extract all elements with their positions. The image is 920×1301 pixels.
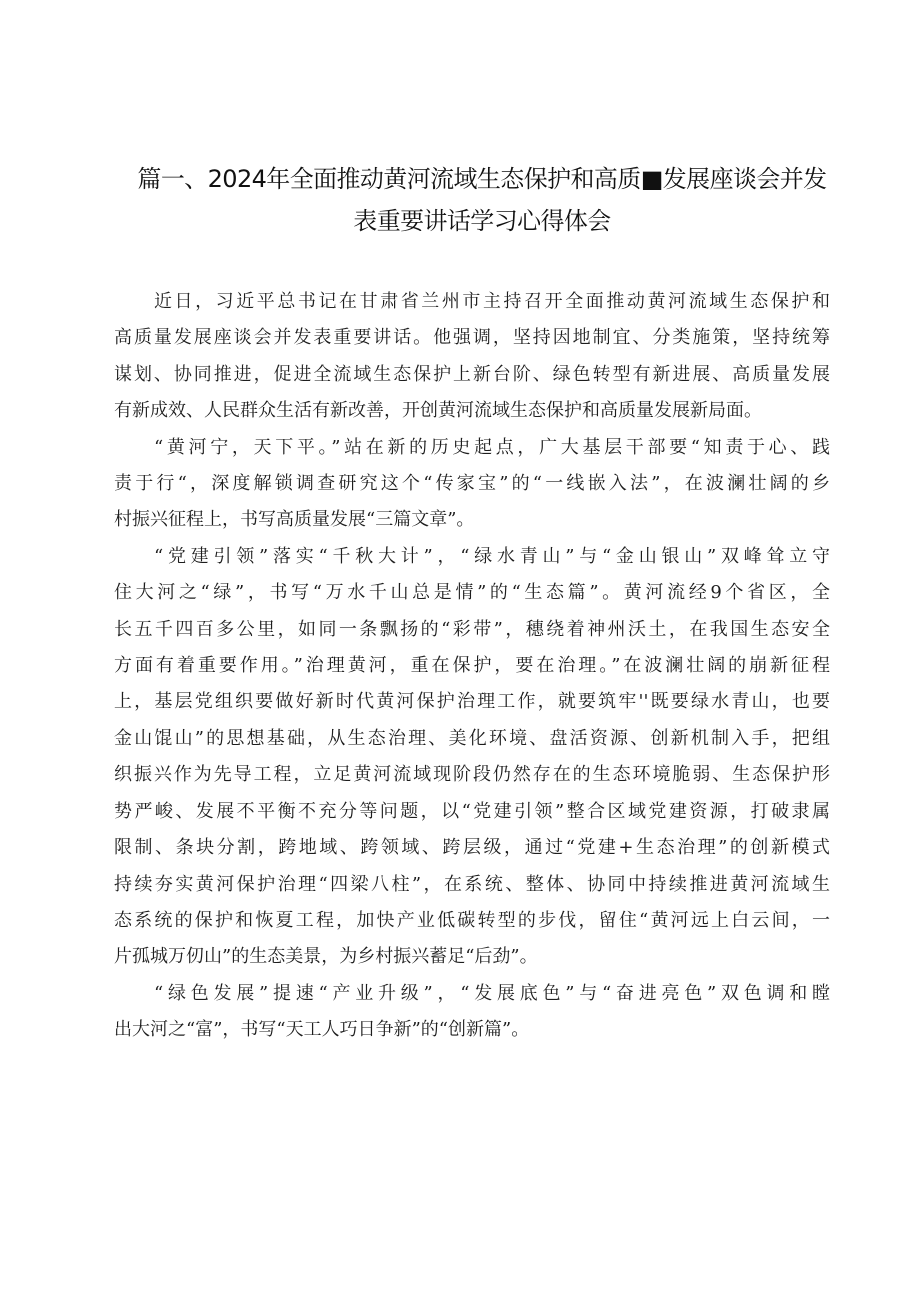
paragraph-line: 高质量发展座谈会并发表重要讲话。他强调，坚持因地制宜、分类施策，坚持统筹 xyxy=(114,327,830,349)
title-line-1: 篇一、2024年全面推动黄河流域生态保护和高质■发展座谈会并发 xyxy=(137,165,827,194)
paragraph-line: 长五千四百多公里，如同一条飘扬的“彩带”，穗绕着神州沃土，在我国生态安全 xyxy=(114,618,830,640)
paragraph-line: 持续夯实黄河保护治理“四梁八柱”，在系统、整体、协同中持续推进黄河流域生 xyxy=(114,873,830,895)
paragraph-line: 限制、条块分割，跨地域、跨领域、跨层级，通过“党建+生态治理”的创新模式 xyxy=(114,837,830,859)
paragraph-line: 住大河之“绿”，书写“万水千山总是情”的“生态篇”。黄河流经9个省区，全 xyxy=(114,582,830,604)
paragraph-line: “党建引领”落实“千秋大计”，“绿水青山”与“金山银山”双峰耸立守 xyxy=(154,545,830,567)
paragraph-line: 有新成效、人民群众生活有新改善，开创黄河流域生态保护和高质量发展新局面。 xyxy=(114,400,762,422)
paragraph-line: 方面有着重要作用。”治理黄河，重在保护，要在治理。”在波澜壮阔的崩新征程 xyxy=(114,655,830,677)
paragraph-4 xyxy=(114,976,830,1049)
document-title xyxy=(118,158,846,242)
paragraph-2 xyxy=(114,430,830,539)
title-line-2: 表重要讲话学习心得体会 xyxy=(353,207,611,236)
paragraph-line: 责于行“，深度解锁调查研究这个“传家宝”的“一线嵌入法”，在波澜壮阔的乡 xyxy=(114,473,830,495)
paragraph-line: 金山馄山”的思想基础，从生态治理、美化环境、盘活资源、创新机制入手，把组 xyxy=(114,727,830,749)
paragraph-1 xyxy=(114,284,830,430)
paragraph-line: 村振兴征程上，书写高质量发展“三篇文章”。 xyxy=(114,509,475,531)
paragraph-line: 织振兴作为先导工程，立足黄河流域现阶段仍然存在的生态环境脆弱、生态保护形 xyxy=(114,764,830,786)
paragraph-line: 出大河之“富”，书写“天工人巧日争新”的“创新篇”。 xyxy=(114,1019,530,1041)
document-body xyxy=(114,284,830,1049)
paragraph-line: 势严峻、发展不平衡不充分等问题，以“党建引领”整合区域党建资源，打破隶属 xyxy=(114,800,830,822)
paragraph-line: 谋划、协同推进，促进全流域生态保护上新台阶、绿色转型有新进展、高质量发展 xyxy=(114,363,830,385)
paragraph-line: 态系统的保护和恢夏工程，加快产业低碳转型的步伐，留住“黄河远上白云间，一 xyxy=(114,909,830,931)
paragraph-3 xyxy=(114,539,830,976)
paragraph-line: 上，基层党组织要做好新时代黄河保护治理工作，就要筑牢''既要绿水青山，也要 xyxy=(114,691,830,713)
paragraph-line: “绿色发展”提速“产业升级”，“发展底色”与“奋进亮色”双色调和瞠 xyxy=(154,982,830,1004)
paragraph-line: 片孤城万仞山”的生态美景，为乡村振兴蓄足“后劲”。 xyxy=(114,946,538,968)
paragraph-line: “黄河宁，天下平。”站在新的历史起点，广大基层干部要“知责于心、践 xyxy=(154,436,830,458)
paragraph-line: 近日，习近平总书记在甘肃省兰州市主持召开全面推动黄河流域生态保护和 xyxy=(154,291,830,312)
